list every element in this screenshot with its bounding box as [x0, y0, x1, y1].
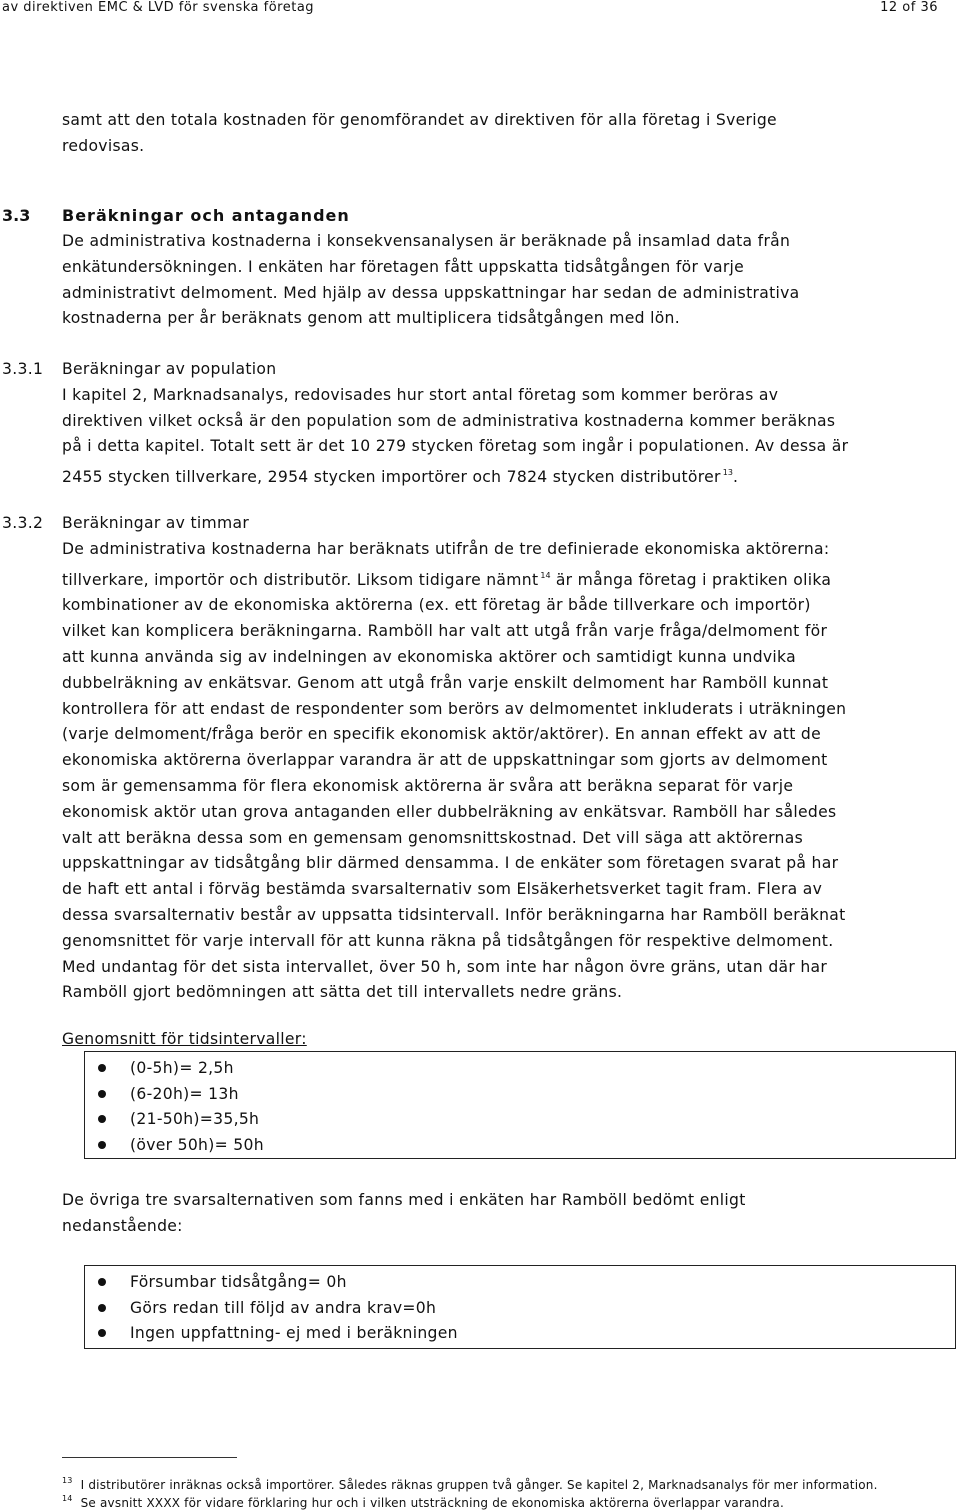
footnote-text: I distributörer inräknas också importörer. Således räknas gruppen två gånger. Se kapitel 2, Marknadsanalys för mer information. [80, 1478, 878, 1492]
text-line: administrativt delmoment. Med hjälp av dessa uppskattningar har sedan de administrativa [62, 283, 800, 302]
averages-heading [62, 1027, 942, 1053]
text-line: dubbelräkning av enkätsvar. Genom att utgå från varje enskilt delmoment har Ramböll kunnat [62, 673, 829, 692]
list-item-text: (6-20h)= 13h [130, 1084, 239, 1103]
other-paragraph [62, 1188, 942, 1240]
footnote-14 [62, 1494, 784, 1510]
text-line: samt att den totala kostnaden för genomförandet av direktiven för alla företag i Sverige [62, 111, 777, 129]
line-text: . [732, 468, 739, 487]
footnote-number: 13 [62, 1476, 73, 1485]
subsection-2-body [62, 511, 942, 1006]
text-line: de haft ett antal i förväg bestämda svarsalternativ som Elsäkerhetsverket tagit fram. Flera av [62, 880, 823, 899]
text-line [62, 563, 942, 594]
list-item [85, 1269, 955, 1295]
text-line: ekonomisk aktör utan grova antaganden eller dubbelräkning av enkätsvar. Ramböll har således [62, 802, 837, 821]
text-line: som är gemensamma för flera ekonomisk aktörerna är svåra att beräkna separat för varje [62, 776, 794, 795]
text-line: vilket kan komplicera beräkningarna. Ramböll har valt att utgå från varje fråga/delmoment för [62, 622, 828, 641]
list-item [85, 1055, 955, 1081]
list-item-text: (0-5h)= 2,5h [130, 1058, 234, 1077]
list-item [85, 1107, 955, 1133]
footnote-text: Se avsnitt XXXX för vidare förklaring hur och i vilken utsträckning de ekonomiska aktörerna överlappar varandra. [80, 1496, 784, 1510]
text-line: genomsnittet för varje intervall för att kunna räkna på tidsåtgången för respektive delmoment. [62, 931, 834, 950]
list-item-text: Ingen uppfattning- ej med i beräkningen [130, 1324, 458, 1343]
bullet-icon [98, 1278, 106, 1286]
subsection-1-body [62, 357, 942, 491]
subsection-title: Beräkningar av population [62, 360, 277, 378]
text-line: ekonomiska aktörerna överlappar varandra är att de uppskattningar som gjorts av delmoment [62, 751, 828, 770]
text-line: redovisas. [62, 136, 145, 155]
text-line: I kapitel 2, Marknadsanalys, redovisades hur stort antal företag som kommer beröras av [62, 385, 779, 404]
bullet-icon [98, 1304, 106, 1312]
text-line: valt att beräkna dessa som en gemensam genomsnittskostnad. Det vill säga att aktörernas [62, 828, 803, 847]
text-line: att kunna använda sig av indelningen av ekonomiska aktörer och samtidigt kunna undvika [62, 647, 796, 666]
running-header: av direktiven EMC & LVD för svenska företag [2, 0, 315, 15]
other-list [84, 1265, 956, 1349]
text-line: (varje delmoment/fråga berör en specifik ekonomisk aktör/aktörer). En annan effekt av att de [62, 725, 821, 744]
bullet-icon [98, 1064, 106, 1072]
footnote-ref-14[interactable]: 14 [540, 570, 551, 580]
section-number: 3.3 [2, 206, 31, 225]
text-line: De övriga tre svarsalternativen som fanns med i enkäten har Ramböll bedömt enligt [62, 1191, 746, 1209]
bullet-icon [98, 1329, 106, 1337]
footnote-number: 14 [62, 1494, 73, 1503]
text-line: uppskattningar av tidsåtgång blir därmed densamma. I de enkäter som företagen svarat på har [62, 854, 839, 873]
text-line: kostnaderna per år beräknats genom att multiplicera tidsåtgången med lön. [62, 309, 680, 328]
text-line: nedanstående: [62, 1216, 183, 1235]
text-line: De administrativa kostnaderna har beräknats utifrån de tre definierade ekonomiska aktörerna: [62, 539, 830, 558]
list-item [85, 1321, 955, 1347]
list-item [85, 1081, 955, 1107]
subsection-title: Beräkningar av timmar [62, 514, 250, 532]
list-item [85, 1295, 955, 1321]
subsection-number: 3.3.1 [2, 360, 44, 378]
text-line: direktiven vilket också är den population som de administrativa kostnaderna kommer beräknas [62, 411, 836, 430]
list-item-text: (21-50h)=35,5h [130, 1110, 260, 1129]
list-item [85, 1132, 955, 1158]
text-line: De administrativa kostnaderna i konsekvensanalysen är beräknade på insamlad data från [62, 232, 791, 250]
list-item-text: (över 50h)= 50h [130, 1136, 264, 1155]
bullet-icon [98, 1115, 106, 1123]
text-line: kombinationer av de ekonomiska aktörerna (ex. ett företag är både tillverkare och importör) [62, 596, 811, 615]
text-line: dessa svarsalternativ består av uppsatta tidsintervall. Inför beräkningarna har Ramböll beräknat [62, 905, 846, 924]
footnote-ref-13[interactable]: 13 [722, 468, 733, 478]
footnote-13 [62, 1476, 878, 1492]
bullet-icon [98, 1090, 106, 1098]
bullet-icon [98, 1141, 106, 1149]
line-text: tillverkare, importör och distributör. Liksom tidigare nämnt [62, 570, 539, 589]
list-item-text: Försumbar tidsåtgång= 0h [130, 1272, 347, 1291]
line-text: 2455 stycken tillverkare, 2954 stycken importörer och 7824 stycken distributörer [62, 468, 721, 487]
text-line: Genomsnitt för tidsintervaller: [62, 1030, 307, 1048]
text-line: enkätundersökningen. I enkäten har företagen fått uppskatta tidsåtgången för varje [62, 257, 745, 276]
text-line: Ramböll gjort bedömningen att sätta det till intervallets nedre gräns. [62, 983, 623, 1002]
text-line: på i detta kapitel. Totalt sett är det 10 279 stycken företag som ingår i populationen. Av dessa är [62, 437, 849, 456]
text-line [62, 460, 942, 491]
list-item-text: Görs redan till följd av andra krav=0h [130, 1298, 437, 1317]
footnote-divider [62, 1457, 237, 1458]
text-line: kontrollera för att endast de respondenter som berörs av delmomentet inkluderats i uträkningen [62, 699, 847, 718]
subsection-number: 3.3.2 [2, 514, 44, 532]
section-paragraph [62, 229, 942, 332]
page-number: 12 of 36 [880, 0, 938, 15]
line-text: är många företag i praktiken olika [550, 570, 832, 589]
section-title: Beräkningar och antaganden [62, 206, 350, 225]
intro-paragraph [62, 108, 942, 160]
averages-list [84, 1051, 956, 1159]
text-line: Med undantag för det sista intervallet, över 50 h, som inte har någon övre gräns, utan där har [62, 957, 828, 976]
